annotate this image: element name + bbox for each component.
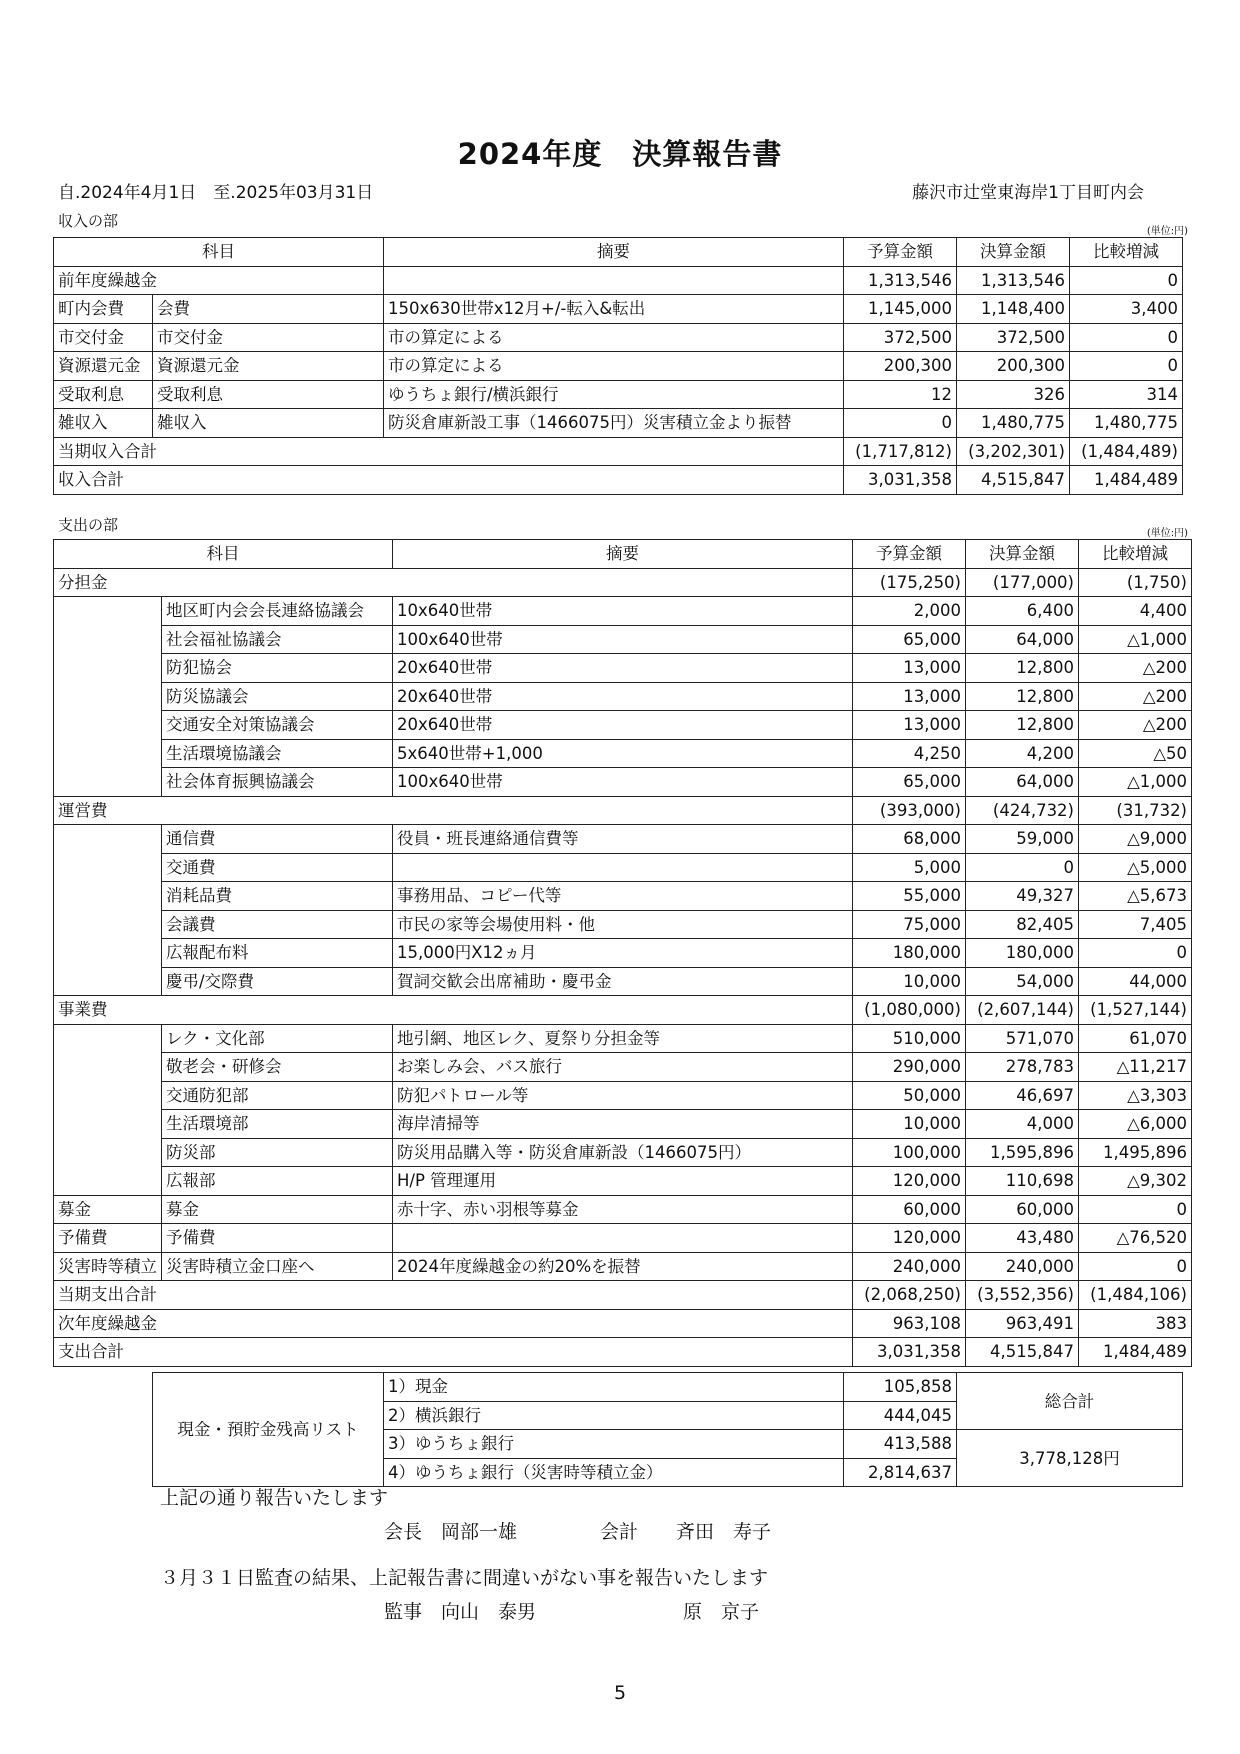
table-row [54,654,1192,683]
row-description: 赤十字、赤い羽根等募金 [393,1195,853,1224]
table-row [54,853,1192,882]
difference-amount: 1,484,489 [1070,466,1183,495]
difference-amount: 0 [1070,323,1183,352]
row-subcategory: 会議費 [162,910,393,939]
actual-amount: 571,070 [966,1024,1079,1053]
row-subcategory: 敬老会・研修会 [162,1053,393,1082]
balance-table [152,1372,1183,1487]
table-row [54,1281,1192,1310]
table-row [54,323,1183,352]
actual-amount: 43,480 [966,1224,1079,1253]
table-row [54,409,1183,438]
budget-amount: 50,000 [853,1081,966,1110]
table-row [54,1138,1192,1167]
table-row [54,568,1192,597]
difference-amount: △6,000 [1079,1110,1192,1139]
group-indent [54,711,162,740]
difference-amount: △1,000 [1079,768,1192,797]
table-row [54,1338,1192,1367]
actual-amount: 1,313,546 [957,266,1070,295]
group-indent [54,654,162,683]
row-subcategory: 生活環境部 [162,1110,393,1139]
table-row [54,266,1183,295]
row-description: 市民の家等会場使用料・他 [393,910,853,939]
row-description: 防災倉庫新設工事（1466075円）災害積立金より振替 [384,409,844,438]
budget-amount: 0 [844,409,957,438]
difference-amount: △11,217 [1079,1053,1192,1082]
balance-list-label: 現金・預貯金残高リスト [153,1373,384,1487]
budget-amount: 2,000 [853,597,966,626]
budget-amount: 3,031,358 [853,1338,966,1367]
header-description: 摘要 [384,238,844,267]
table-row [54,625,1192,654]
table-row [54,939,1192,968]
budget-amount: 120,000 [853,1224,966,1253]
row-description: 市の算定による [384,323,844,352]
row-category: 雑収入 [54,409,153,438]
row-subcategory: 市交付金 [153,323,384,352]
group-category: 分担金 [54,568,853,597]
budget-amount: 3,031,358 [844,466,957,495]
difference-amount: △5,673 [1079,882,1192,911]
row-subcategory: 慶弔/交際費 [162,967,393,996]
group-indent [54,825,162,854]
budget-amount: 55,000 [853,882,966,911]
budget-amount: 13,000 [853,654,966,683]
report-statement: 上記の通り報告いたします [160,1487,389,1509]
group-indent [54,910,162,939]
budget-amount: (175,250) [853,568,966,597]
difference-amount: 4,400 [1079,597,1192,626]
row-description: 15,000円X12ヵ月 [393,939,853,968]
difference-amount: 0 [1079,1252,1192,1281]
fiscal-period: 自.2024年4月1日 至.2025年03月31日 [58,183,374,203]
difference-amount: △5,000 [1079,853,1192,882]
actual-amount: 4,515,847 [966,1338,1079,1367]
table-header-row [54,540,1192,569]
total-label: 次年度繰越金 [54,1309,853,1338]
budget-amount: 180,000 [853,939,966,968]
row-description: 100x640世帯 [393,768,853,797]
difference-amount: △76,520 [1079,1224,1192,1253]
actual-amount: 372,500 [957,323,1070,352]
budget-amount: (1,080,000) [853,996,966,1025]
row-description [393,853,853,882]
table-row [54,796,1192,825]
balance-item-amount: 444,045 [844,1401,957,1430]
table-row [54,380,1183,409]
actual-amount: 54,000 [966,967,1079,996]
header-category: 科目 [54,540,393,569]
balance-total-value: 3,778,128円 [957,1430,1183,1487]
group-indent [54,939,162,968]
row-subcategory: 予備費 [162,1224,393,1253]
header-category: 科目 [54,238,384,267]
actual-amount: 82,405 [966,910,1079,939]
budget-amount: 200,300 [844,352,957,381]
group-indent [54,768,162,797]
row-description [393,1224,853,1253]
actual-amount: 64,000 [966,768,1079,797]
audit-statement: ３月３１日監査の結果、上記報告書に間違いがない事を報告いたします [160,1567,769,1589]
expense-table [53,539,1192,1367]
row-subcategory: 地区町内会会長連絡協議会 [162,597,393,626]
income-table [53,237,1183,495]
actual-amount: 963,491 [966,1309,1079,1338]
row-description: 防災用品購入等・防災倉庫新設（1466075円） [393,1138,853,1167]
difference-amount: 3,400 [1070,295,1183,324]
difference-amount: 7,405 [1079,910,1192,939]
budget-amount: (393,000) [853,796,966,825]
page-number: 5 [613,1682,627,1704]
row-description: お楽しみ会、バス旅行 [393,1053,853,1082]
table-row [54,825,1192,854]
table-row [54,1195,1192,1224]
difference-amount: (1,484,489) [1070,437,1183,466]
difference-amount: △9,000 [1079,825,1192,854]
actual-amount: (424,732) [966,796,1079,825]
difference-amount: △9,302 [1079,1167,1192,1196]
actual-amount: 49,327 [966,882,1079,911]
group-indent [54,597,162,626]
row-subcategory: 消耗品費 [162,882,393,911]
balance-item-name: 3）ゆうちょ銀行 [384,1430,844,1459]
budget-amount: 12 [844,380,957,409]
total-label: 当期支出合計 [54,1281,853,1310]
table-row [54,466,1183,495]
balance-item-amount: 105,858 [844,1373,957,1402]
row-subcategory: 雑収入 [153,409,384,438]
row-description: 地引網、地区レク、夏祭り分担金等 [393,1024,853,1053]
budget-amount: 1,313,546 [844,266,957,295]
budget-amount: 510,000 [853,1024,966,1053]
row-subcategory: 災害時積立金口座へ [162,1252,393,1281]
auditor-signature-1: 監事 向山 泰男 [384,1601,537,1623]
difference-amount: 0 [1079,1195,1192,1224]
budget-amount: 10,000 [853,1110,966,1139]
group-indent [54,882,162,911]
budget-amount: 1,145,000 [844,295,957,324]
row-subcategory: 防犯協会 [162,654,393,683]
expense-section-label: 支出の部 [58,516,119,534]
actual-amount: 278,783 [966,1053,1079,1082]
budget-amount: 65,000 [853,768,966,797]
budget-amount: 290,000 [853,1053,966,1082]
actual-amount: 4,000 [966,1110,1079,1139]
row-subcategory: 防災部 [162,1138,393,1167]
row-description: 事務用品、コピー代等 [393,882,853,911]
row-description: 5x640世帯+1,000 [393,739,853,768]
row-description: 20x640世帯 [393,711,853,740]
table-row [54,597,1192,626]
header-budget: 予算金額 [844,238,957,267]
balance-item-name: 2）横浜銀行 [384,1401,844,1430]
group-indent [54,967,162,996]
row-description: 市の算定による [384,352,844,381]
difference-amount: △200 [1079,711,1192,740]
actual-amount: 4,200 [966,739,1079,768]
auditor-signature-2: 原 京子 [683,1601,760,1623]
actual-amount: 12,800 [966,711,1079,740]
row-subcategory: レク・文化部 [162,1024,393,1053]
actual-amount: 110,698 [966,1167,1079,1196]
budget-amount: 65,000 [853,625,966,654]
row-category: 予備費 [54,1224,162,1253]
difference-amount: 314 [1070,380,1183,409]
difference-amount: 0 [1070,266,1183,295]
difference-amount: △200 [1079,682,1192,711]
row-category: 募金 [54,1195,162,1224]
actual-amount: (3,552,356) [966,1281,1079,1310]
balance-item-name: 1）現金 [384,1373,844,1402]
balance-item-amount: 2,814,637 [844,1458,957,1487]
difference-amount: 383 [1079,1309,1192,1338]
budget-amount: 13,000 [853,682,966,711]
group-indent [54,1138,162,1167]
row-subcategory: 広報部 [162,1167,393,1196]
budget-amount: (2,068,250) [853,1281,966,1310]
actual-amount: 200,300 [957,352,1070,381]
balance-total-label: 総合計 [957,1373,1183,1430]
difference-amount: △1,000 [1079,625,1192,654]
table-row [54,768,1192,797]
row-category: 受取利息 [54,380,153,409]
group-indent [54,625,162,654]
row-subcategory: 防災協議会 [162,682,393,711]
header-difference: 比較増減 [1070,238,1183,267]
actual-amount: 180,000 [966,939,1079,968]
table-header-row [54,238,1183,267]
row-subcategory: 資源還元金 [153,352,384,381]
group-indent [54,1024,162,1053]
actual-amount: 326 [957,380,1070,409]
row-description: 150x630世帯x12月+/-転入&転出 [384,295,844,324]
row-description: 海岸清掃等 [393,1110,853,1139]
group-indent [54,1110,162,1139]
table-row [54,967,1192,996]
difference-amount: 0 [1079,939,1192,968]
header-actual: 決算金額 [957,238,1070,267]
row-subcategory: 通信費 [162,825,393,854]
balance-item-amount: 413,588 [844,1430,957,1459]
group-indent [54,739,162,768]
difference-amount: (1,750) [1079,568,1192,597]
table-row [54,1053,1192,1082]
table-row [54,437,1183,466]
table-row [54,1309,1192,1338]
actual-amount: 6,400 [966,597,1079,626]
actual-amount: 12,800 [966,654,1079,683]
row-category: 前年度繰越金 [54,266,384,295]
table-row [54,1024,1192,1053]
table-row [54,1081,1192,1110]
row-subcategory: 交通安全対策協議会 [162,711,393,740]
row-category: 災害時等積立 [54,1252,162,1281]
actual-amount: 1,595,896 [966,1138,1079,1167]
table-row [54,910,1192,939]
row-subcategory: 生活環境協議会 [162,739,393,768]
group-indent [54,853,162,882]
row-category: 当期収入合計 [54,437,844,466]
table-row [54,352,1183,381]
row-category: 市交付金 [54,323,153,352]
group-category: 運営費 [54,796,853,825]
table-row [54,711,1192,740]
organization-name: 藤沢市辻堂東海岸1丁目町内会 [912,183,1144,203]
difference-amount: (1,527,144) [1079,996,1192,1025]
accountant-signature: 会計 斉田 寿子 [600,1521,772,1543]
expense-unit-label: (単位:円) [1146,528,1188,539]
row-description: 20x640世帯 [393,654,853,683]
difference-amount: 44,000 [1079,967,1192,996]
actual-amount: 60,000 [966,1195,1079,1224]
row-subcategory: 交通費 [162,853,393,882]
row-description: 賀詞交歓会出席補助・慶弔金 [393,967,853,996]
table-row [54,996,1192,1025]
row-subcategory: 交通防犯部 [162,1081,393,1110]
difference-amount: △3,303 [1079,1081,1192,1110]
actual-amount: (3,202,301) [957,437,1070,466]
row-subcategory: 受取利息 [153,380,384,409]
group-category: 事業費 [54,996,853,1025]
group-indent [54,1167,162,1196]
actual-amount: 4,515,847 [957,466,1070,495]
difference-amount: △50 [1079,739,1192,768]
difference-amount: (1,484,106) [1079,1281,1192,1310]
balance-item-name: 4）ゆうちょ銀行（災害時等積立金） [384,1458,844,1487]
table-row [54,682,1192,711]
row-subcategory: 社会福祉協議会 [162,625,393,654]
actual-amount: (2,607,144) [966,996,1079,1025]
header-description: 摘要 [393,540,853,569]
actual-amount: 1,148,400 [957,295,1070,324]
table-row [54,1224,1192,1253]
row-description: 100x640世帯 [393,625,853,654]
difference-amount: 1,480,775 [1070,409,1183,438]
budget-amount: 4,250 [853,739,966,768]
budget-amount: 372,500 [844,323,957,352]
actual-amount: 46,697 [966,1081,1079,1110]
difference-amount: (31,732) [1079,796,1192,825]
budget-amount: (1,717,812) [844,437,957,466]
difference-amount: 1,484,489 [1079,1338,1192,1367]
table-row [54,882,1192,911]
budget-amount: 240,000 [853,1252,966,1281]
president-signature: 会長 岡部一雄 [384,1521,518,1543]
row-subcategory: 社会体育振興協議会 [162,768,393,797]
group-indent [54,1053,162,1082]
page-title: 2024年度 決算報告書 [457,137,783,171]
actual-amount: 12,800 [966,682,1079,711]
table-row [54,1167,1192,1196]
group-indent [54,682,162,711]
row-category: 収入合計 [54,466,844,495]
budget-amount: 68,000 [853,825,966,854]
table-row [54,739,1192,768]
actual-amount: 64,000 [966,625,1079,654]
total-label: 支出合計 [54,1338,853,1367]
table-row [54,1252,1192,1281]
difference-amount: 1,495,896 [1079,1138,1192,1167]
actual-amount: (177,000) [966,568,1079,597]
table-row [54,1110,1192,1139]
difference-amount: 0 [1070,352,1183,381]
budget-amount: 60,000 [853,1195,966,1224]
row-description [384,266,844,295]
header-budget: 予算金額 [853,540,966,569]
group-indent [54,1081,162,1110]
row-subcategory: 会費 [153,295,384,324]
row-description: 10x640世帯 [393,597,853,626]
budget-amount: 13,000 [853,711,966,740]
header-actual: 決算金額 [966,540,1079,569]
row-subcategory: 広報配布料 [162,939,393,968]
budget-amount: 75,000 [853,910,966,939]
actual-amount: 240,000 [966,1252,1079,1281]
row-subcategory: 募金 [162,1195,393,1224]
difference-amount: △200 [1079,654,1192,683]
table-row [54,295,1183,324]
row-description: H/P 管理運用 [393,1167,853,1196]
budget-amount: 5,000 [853,853,966,882]
budget-amount: 120,000 [853,1167,966,1196]
row-description: ゆうちょ銀行/横浜銀行 [384,380,844,409]
budget-amount: 100,000 [853,1138,966,1167]
difference-amount: 61,070 [1079,1024,1192,1053]
row-category: 町内会費 [54,295,153,324]
row-category: 資源還元金 [54,352,153,381]
row-description: 20x640世帯 [393,682,853,711]
income-section-label: 収入の部 [58,212,119,230]
row-description: 防犯パトロール等 [393,1081,853,1110]
budget-amount: 963,108 [853,1309,966,1338]
actual-amount: 1,480,775 [957,409,1070,438]
income-unit-label: (単位:円) [1146,226,1188,237]
actual-amount: 0 [966,853,1079,882]
budget-amount: 10,000 [853,967,966,996]
header-difference: 比較増減 [1079,540,1192,569]
row-description: 役員・班長連絡通信費等 [393,825,853,854]
actual-amount: 59,000 [966,825,1079,854]
row-description: 2024年度繰越金の約20%を振替 [393,1252,853,1281]
